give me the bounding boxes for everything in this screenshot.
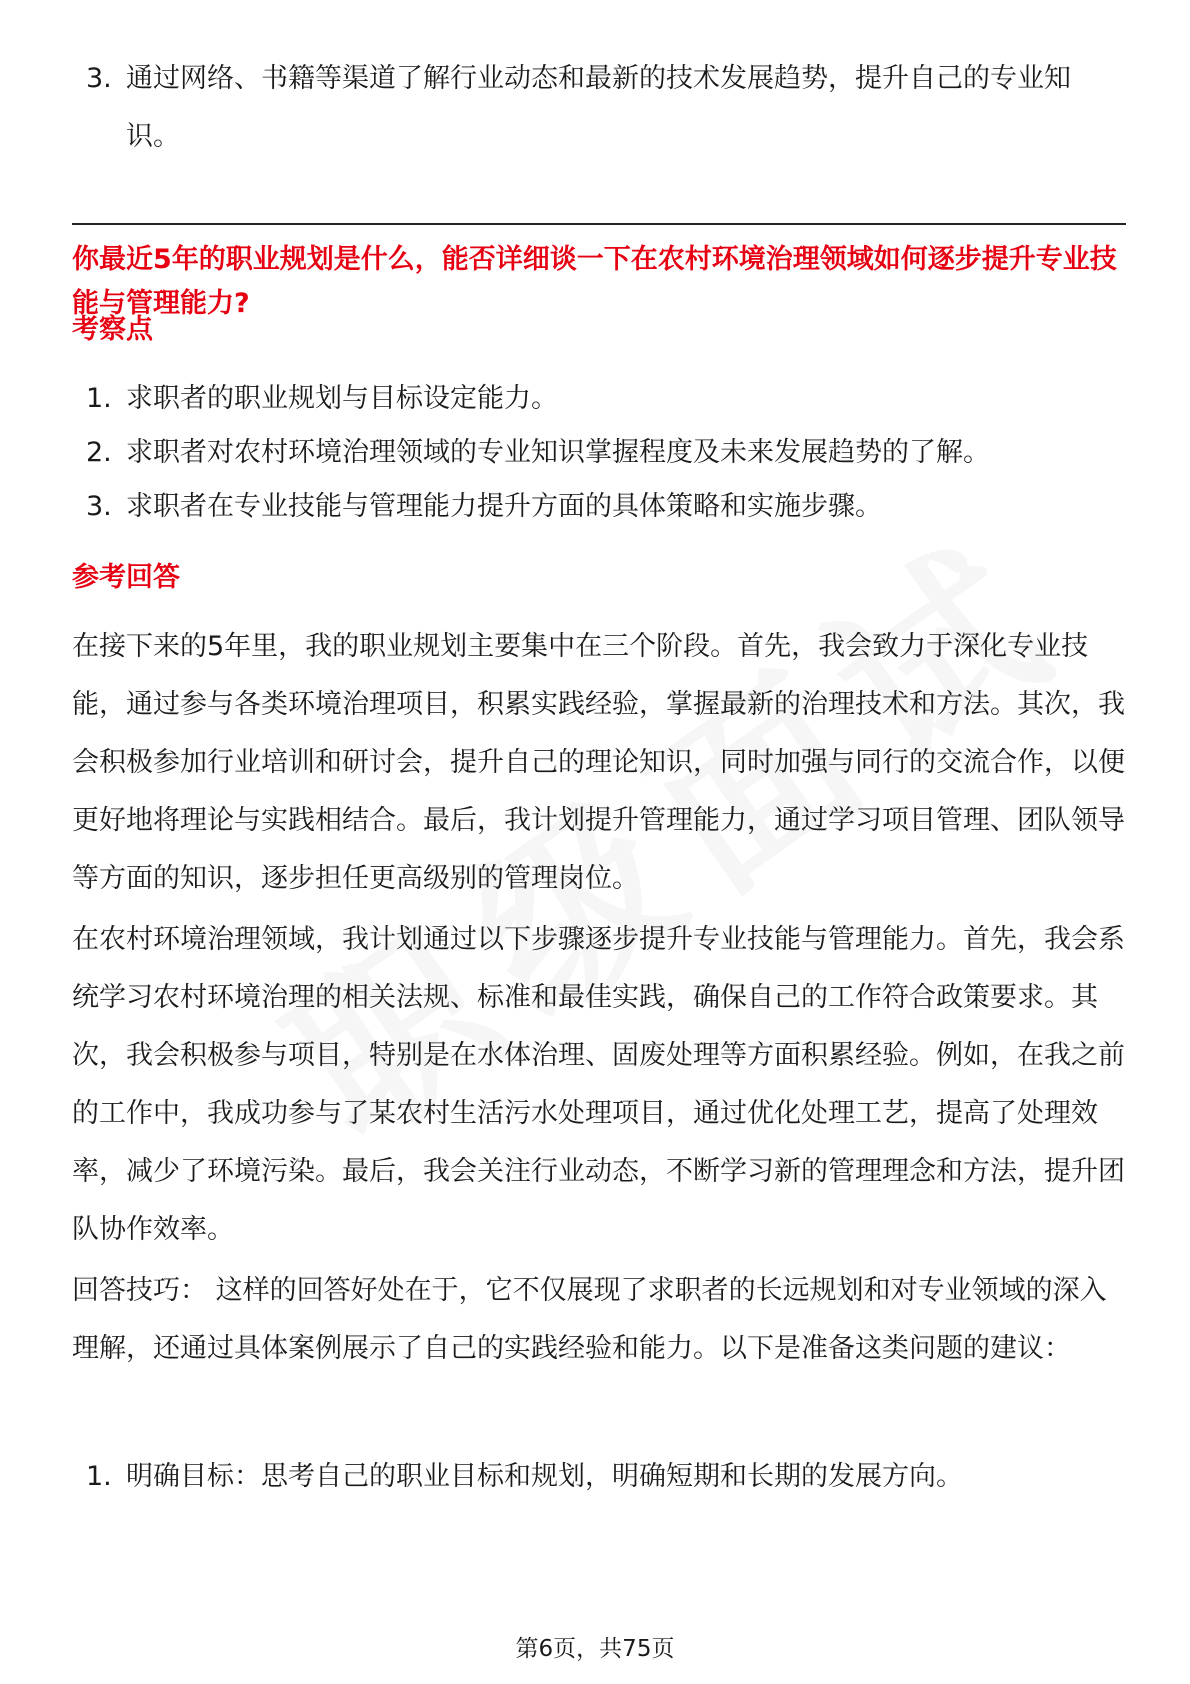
section-divider xyxy=(72,223,1126,225)
answer-paragraph: 在农村环境治理领域，我计划通过以下步骤逐步提升专业技能与管理能力。首先，我会系统学习农村环境治理的相关法规、标准和最佳实践，确保自己的工作符合政策要求。其次，我会积极参与项目，特别是在水体治理、固废处理等方面积累经验。例如，在我之前的工作中，我成功参与了某农村生活污水处理项目，通过优化处理工艺，提高了处理效率，减少了环境污染。最后，我会关注行业动态，不断学习新的管理理念和方法，提升团队协作效率。 xyxy=(72,924,1125,1245)
list-number: 1. xyxy=(86,1461,112,1492)
list-text: 求职者的职业规划与目标设定能力。 xyxy=(126,383,558,414)
list-item xyxy=(72,480,1122,534)
page-footer: 第6页，共75页 xyxy=(515,1636,675,1662)
list-number: 3. xyxy=(86,63,112,94)
tips-list xyxy=(72,1448,1122,1506)
key-points-heading: 考察点 xyxy=(72,314,153,345)
list-text: 明确目标：思考自己的职业目标和规划，明确短期和长期的发展方向。 xyxy=(126,1461,963,1492)
answer-heading: 参考回答 xyxy=(72,562,180,593)
question-title: 你最近5年的职业规划是什么，能否详细谈一下在农村环境治理领域如何逐步提升专业技能与管理能力? xyxy=(72,244,1117,319)
list-item xyxy=(72,1448,1122,1506)
list-item xyxy=(72,426,1122,480)
list-number: 3. xyxy=(86,491,112,522)
list-text: 通过网络、书籍等渠道了解行业动态和最新的技术发展趋势，提升自己的专业知识。 xyxy=(126,63,1071,152)
list-item xyxy=(72,372,1122,426)
continued-list xyxy=(72,50,1122,166)
list-number: 2. xyxy=(86,437,112,468)
answer-paragraph: 在接下来的5年里，我的职业规划主要集中在三个阶段。首先，我会致力于深化专业技能，通过参与各类环境治理项目，积累实践经验，掌握最新的治理技术和方法。其次，我会积极参加行业培训和研讨会，提升自己的理论知识，同时加强与同行的交流合作，以便更好地将理论与实践相结合。最后，我计划提升管理能力，通过学习项目管理、团队领导等方面的知识，逐步担任更高级别的管理岗位。 xyxy=(72,631,1125,894)
list-item xyxy=(72,50,1122,166)
list-text: 求职者对农村环境治理领域的专业知识掌握程度及未来发展趋势的了解。 xyxy=(126,437,990,468)
key-points-list xyxy=(72,372,1122,534)
list-number: 1. xyxy=(86,383,112,414)
list-text: 求职者在专业技能与管理能力提升方面的具体策略和实施步骤。 xyxy=(126,491,882,522)
answer-tips-paragraph: 回答技巧： 这样的回答好处在于，它不仅展现了求职者的长远规划和对专业领域的深入理解，还通过具体案例展示了自己的实践经验和能力。以下是准备这类问题的建议： xyxy=(72,1275,1107,1364)
